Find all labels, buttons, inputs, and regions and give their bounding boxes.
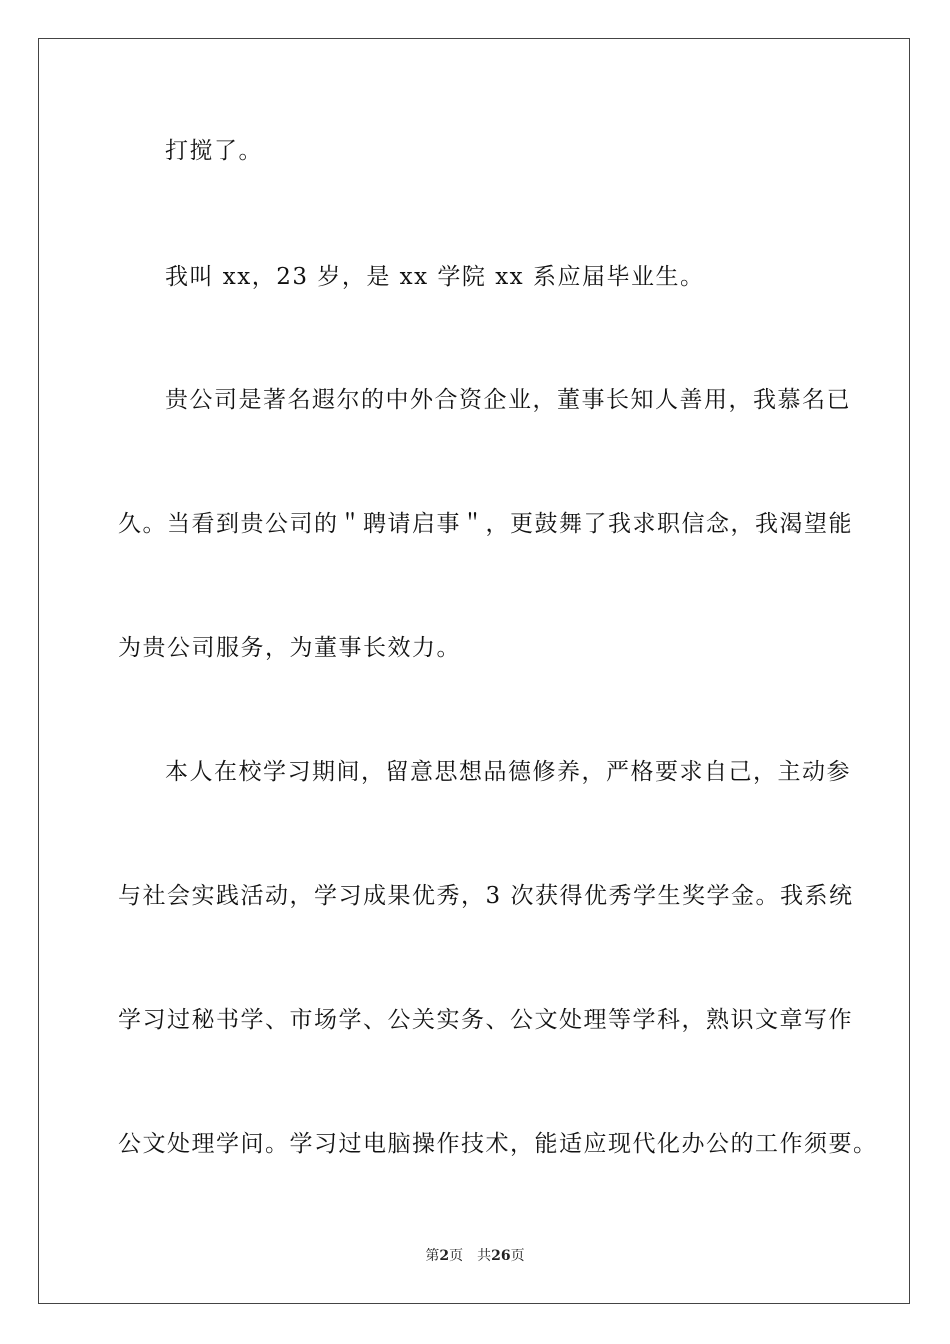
paragraph-line-9: 公文处理学问。学习过电脑操作技术，能适应现代化办公的工作须要。 [118,1131,878,1157]
footer-page-number: 2 [439,1248,450,1264]
paragraph-line-1: 打搅了。 [165,138,263,164]
footer-total-pages: 26 [491,1248,511,1264]
page-footer [0,1247,950,1265]
paragraph-line-5: 为贵公司服务，为董事长效力。 [118,635,461,661]
footer-total-suffix: 页 [510,1248,525,1264]
paragraph-line-4: 久。当看到贵公司的＂聘请启事＂，更鼓舞了我求职信念，我渴望能 [118,511,853,537]
paragraph-line-6: 本人在校学习期间，留意思想品德修养，严格要求自己，主动参 [165,759,851,785]
footer-total-prefix: 共 [477,1248,492,1264]
paragraph-line-3: 贵公司是著名遐尔的中外合资企业，董事长知人善用，我慕名已 [165,387,851,413]
paragraph-line-7: 与社会实践活动，学习成果优秀，3 次获得优秀学生奖学金。我系统 [118,883,854,909]
page-border [38,38,910,1304]
paragraph-line-8: 学习过秘书学、市场学、公关实务、公文处理等学科，熟识文章写作 [118,1007,853,1033]
footer-page-prefix: 第 [425,1248,440,1264]
footer-page-suffix: 页 [449,1248,464,1264]
paragraph-line-2: 我叫 xx，23 岁，是 xx 学院 xx 系应届毕业生。 [165,264,705,290]
